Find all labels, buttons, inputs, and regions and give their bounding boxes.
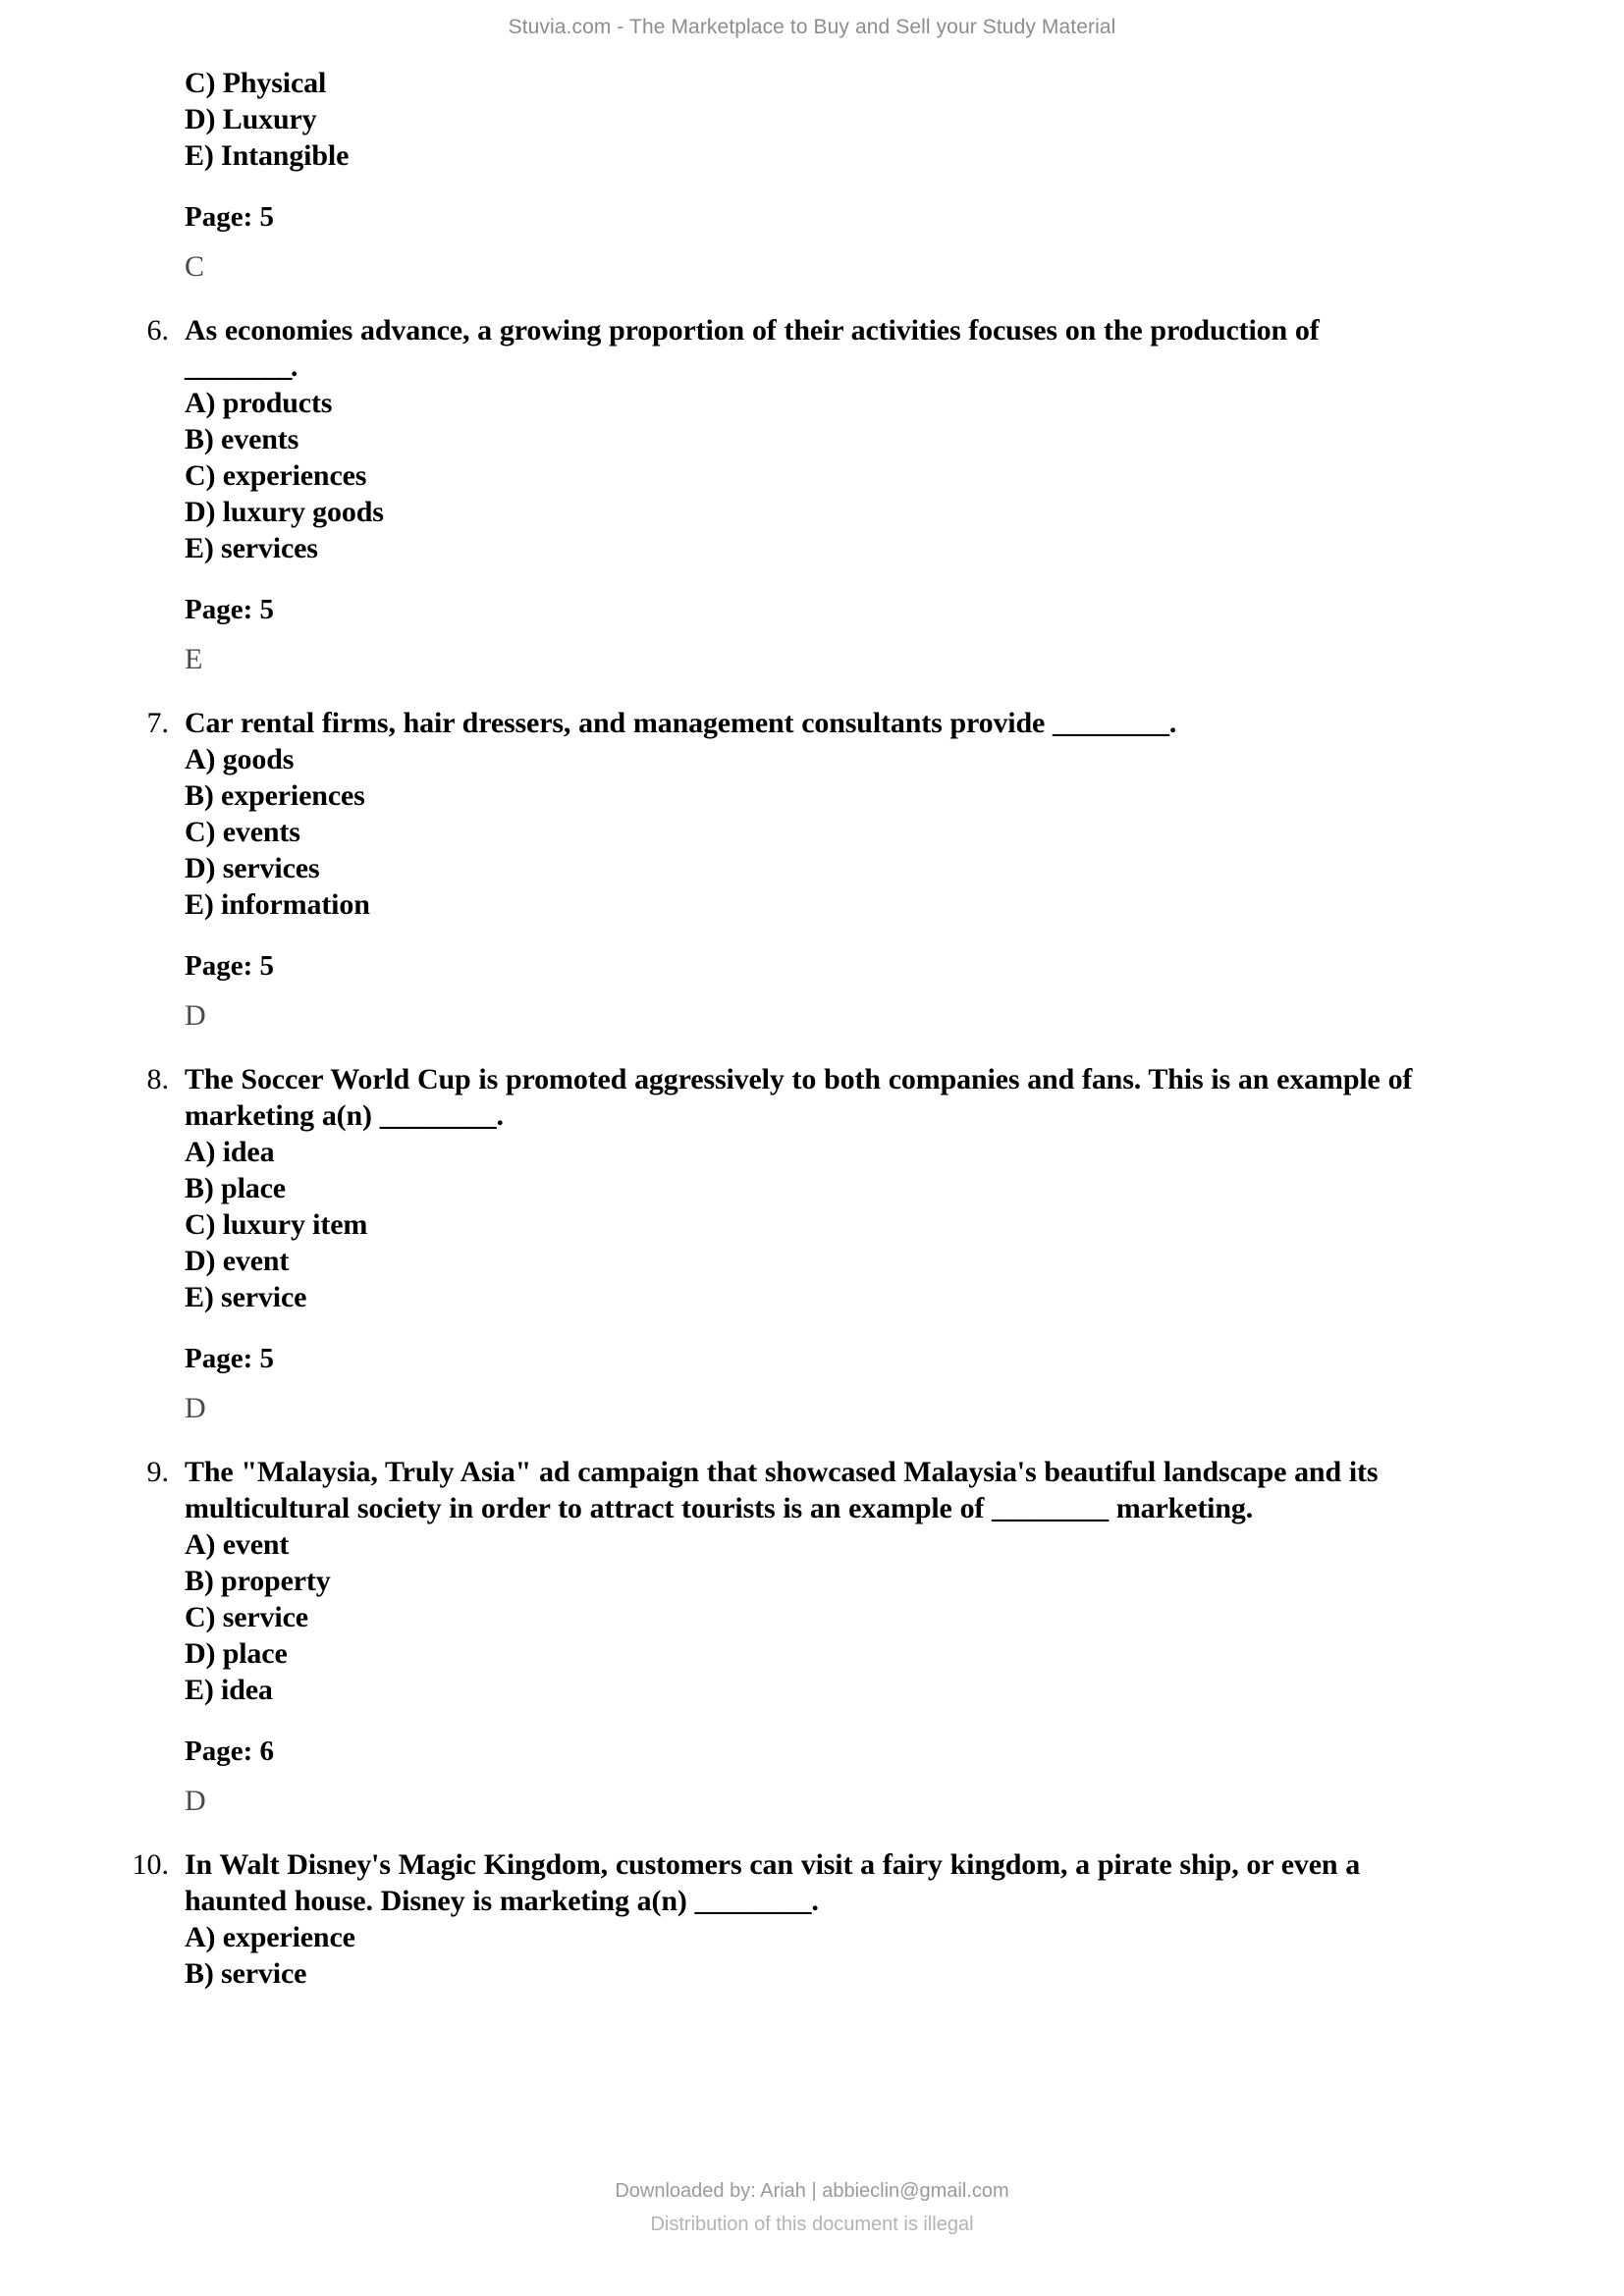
page-reference: Page: 5 [185,1343,274,1374]
page-reference: Page: 5 [185,950,274,982]
answer-letter: D [185,1392,206,1424]
page-reference: Page: 5 [185,201,274,233]
option-item: C) service [185,1601,308,1633]
option-item: B) service [185,1957,307,1990]
option-item: B) experiences [185,779,365,812]
page-reference: Page: 6 [185,1735,274,1767]
stuvia-watermark-header: Stuvia.com - The Marketplace to Buy and Sell your Study Material [508,16,1116,38]
option-item: C) luxury item [185,1208,368,1241]
question-7-options [108,741,1542,923]
answer-letter: C [185,250,205,283]
page-reference: Page: 5 [185,594,274,625]
block-spacer [108,285,1542,312]
question-text-line: Car rental firms, hair dressers, and management consultants provide ________. [185,707,1177,739]
question-number: 8. [146,1063,169,1095]
answer-letter: E [185,643,203,675]
option-item: A) idea [185,1136,275,1168]
block-spacer [108,1819,1542,1846]
question-8-options [108,1134,1542,1315]
option-item: B) place [185,1172,286,1204]
question-number: 10. [132,1848,169,1881]
answer-letter: D [185,999,206,1032]
option-item: D) Luxury [185,103,317,135]
downloaded-by-notice: Downloaded by: Ariah | abbieclin@gmail.com [615,2180,1009,2202]
option-item: A) experience [185,1921,355,1953]
continued-question-block [108,65,1542,312]
question-text-line: The Soccer World Cup is promoted aggressively to both companies and fans. This is an example of [185,1063,1413,1095]
option-item: E) information [185,888,370,921]
question-number: 6. [146,314,169,347]
block-spacer [108,1426,1542,1454]
document-footer [0,2174,1624,2241]
block-spacer [108,1034,1542,1061]
question-text-line: In Walt Disney's Magic Kingdom, customers can visit a fairy kingdom, a pirate ship, or even a [185,1848,1361,1881]
option-item: A) event [185,1528,290,1561]
question-block-6 [108,312,1542,705]
option-item: E) services [185,532,318,564]
option-item: D) services [185,852,320,884]
option-item: A) products [185,387,333,419]
question-text-line: haunted house. Disney is marketing a(n) ________. [185,1885,819,1917]
option-item: C) Physical [185,67,327,99]
option-item: D) place [185,1637,288,1670]
option-item: D) luxury goods [185,496,384,528]
question-6 [108,312,1542,348]
block-spacer [108,677,1542,705]
question-block-10 [108,1846,1542,1992]
question-10 [108,1846,1542,1919]
continued-question-options [108,65,1542,174]
question-text-line [108,348,1542,385]
option-item: C) experiences [185,459,367,492]
option-item: B) property [185,1565,331,1597]
option-item: E) service [185,1281,307,1313]
distribution-notice: Distribution of this document is illegal [650,2214,974,2235]
document-content [108,65,1542,1992]
answer-blank: ________ [185,350,291,383]
question-7 [108,705,1542,741]
option-item: E) Intangible [185,139,350,172]
answer-letter: D [185,1785,206,1817]
option-item: B) events [185,423,299,455]
question-text-line: marketing a(n) ________. [185,1099,504,1132]
option-item: C) events [185,816,300,848]
sentence-period: . [291,350,298,383]
option-item: E) idea [185,1674,273,1706]
question-block-9 [108,1454,1542,1846]
question-text-line: multicultural society in order to attract tourists is an example of ________ marketing. [185,1492,1254,1524]
question-9 [108,1454,1542,1526]
question-8 [108,1061,1542,1134]
option-item: A) goods [185,743,295,775]
question-block-8 [108,1061,1542,1454]
option-item: D) event [185,1245,290,1277]
question-number: 9. [146,1456,169,1488]
question-text-line: As economies advance, a growing proportion of their activities focuses on the production of [185,314,1320,347]
question-number: 7. [146,707,169,739]
question-block-7 [108,705,1542,1061]
question-9-options [108,1526,1542,1708]
question-10-options [108,1919,1542,1992]
question-text-line: The "Malaysia, Truly Asia" ad campaign that showcased Malaysia's beautiful landscape and its [185,1456,1379,1488]
question-6-options [108,385,1542,566]
